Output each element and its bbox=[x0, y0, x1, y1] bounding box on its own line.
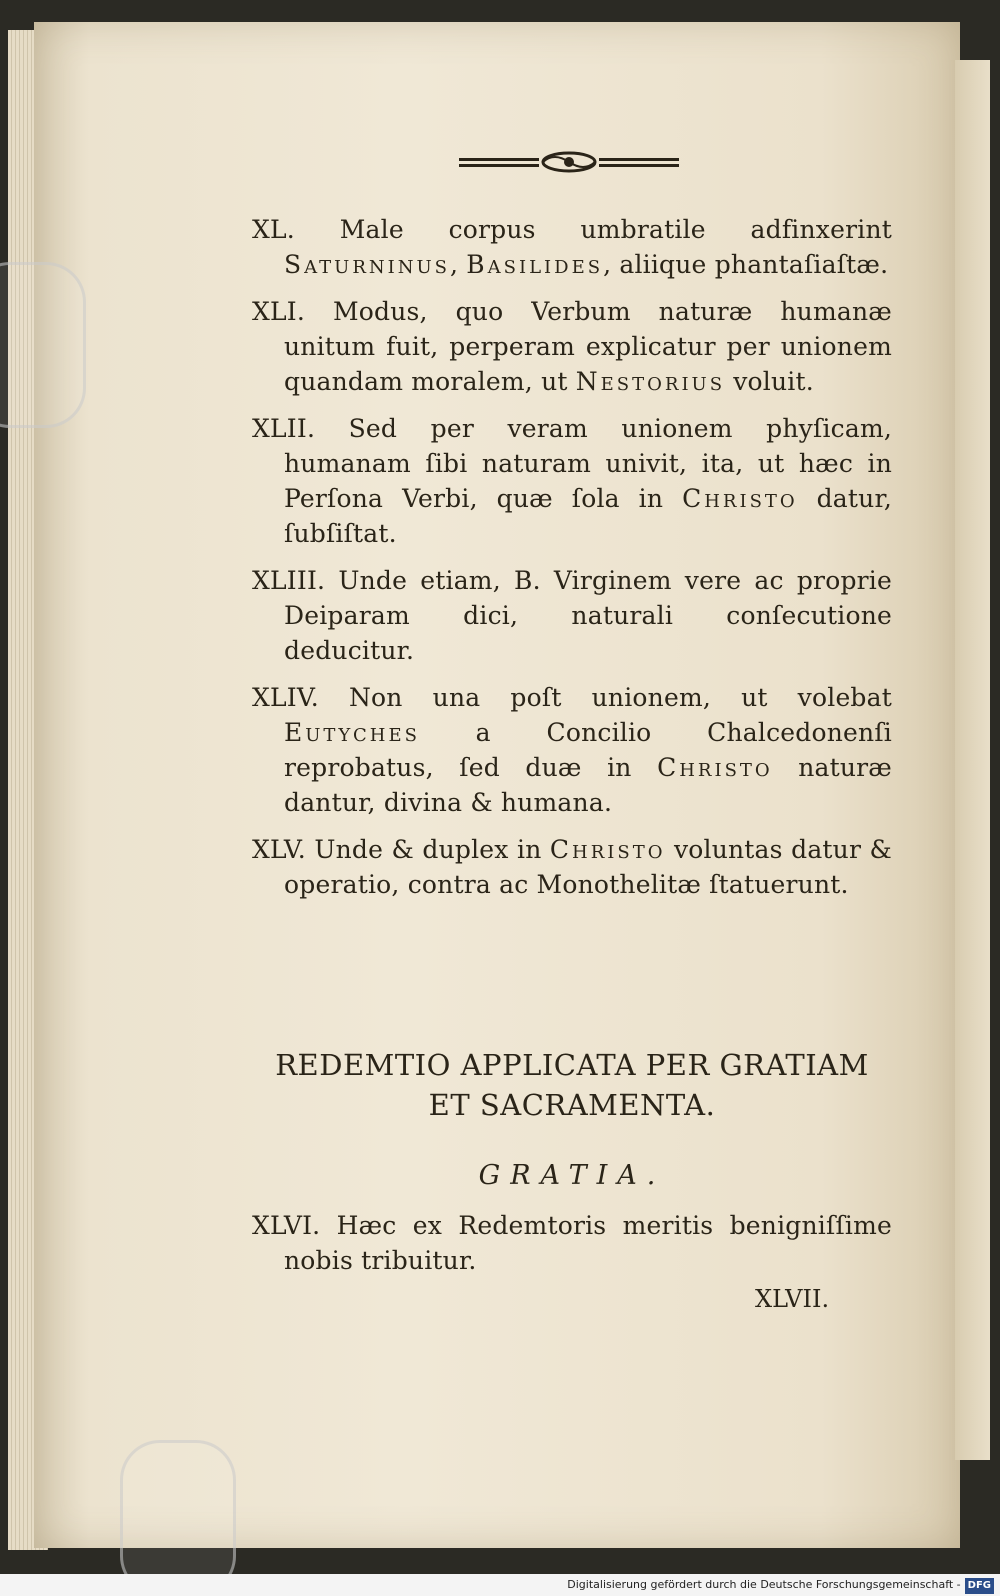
paragraph-xliv: XLIV. Non una poſt unionem, ut volebat Eutyches a Concilio Chalcedonenſi reprobatus, ſed duæ in Christo naturæ dantur, divina & humana. bbox=[252, 683, 892, 817]
paragraph-xlii: XLII. Sed per veram unionem phyſicam, humanam ſibi naturam univit, ita, ut hæc in Perſona Verbi, quæ ſola in Christo datur, ſubſiſtat. bbox=[252, 414, 892, 548]
page-clip-bottom bbox=[120, 1440, 236, 1596]
catchword: XLVII. bbox=[755, 1285, 830, 1313]
paragraph-xlvi: XLVI. Hæc ex Redemtoris meritis benigniſſime nobis tribuitur. bbox=[252, 1211, 892, 1275]
footer-text: Digitalisierung gefördert durch die Deutsche Forschungsgemeinschaft - bbox=[567, 1578, 961, 1591]
section-heading: REDEMTIO APPLICATA PER GRATIAM ET SACRAMENTA. bbox=[275, 1048, 869, 1122]
paragraph-xl: XL. Male corpus umbratile adfinxerint Saturninus, Basilides, aliique phantaſiaſtæ. bbox=[252, 215, 892, 279]
paragraph-xli: XLI. Modus, quo Verbum naturæ humanæ unitum fuit, perperam explicatur per unionem quandam moralem, ut Nestorius voluit. bbox=[252, 297, 892, 396]
page-clip-top bbox=[0, 262, 86, 428]
next-page-edge bbox=[955, 60, 990, 1460]
section-subheading: GRATIA. bbox=[478, 1160, 666, 1191]
dfg-logo: DFG bbox=[965, 1578, 994, 1594]
last-thesis bbox=[252, 1208, 892, 1290]
footer-bar bbox=[0, 1574, 1000, 1596]
thesis-list bbox=[252, 212, 892, 914]
paragraph-xliii: XLIII. Unde etiam, B. Virginem vere ac proprie Deiparam dici, naturali conſecutione deducitur. bbox=[252, 566, 892, 665]
paragraph-xlv: XLV. Unde & duplex in Christo voluntas datur & operatio, contra ac Monothelitæ ſtatuerunt. bbox=[252, 835, 892, 899]
ornament-divider bbox=[459, 150, 679, 174]
